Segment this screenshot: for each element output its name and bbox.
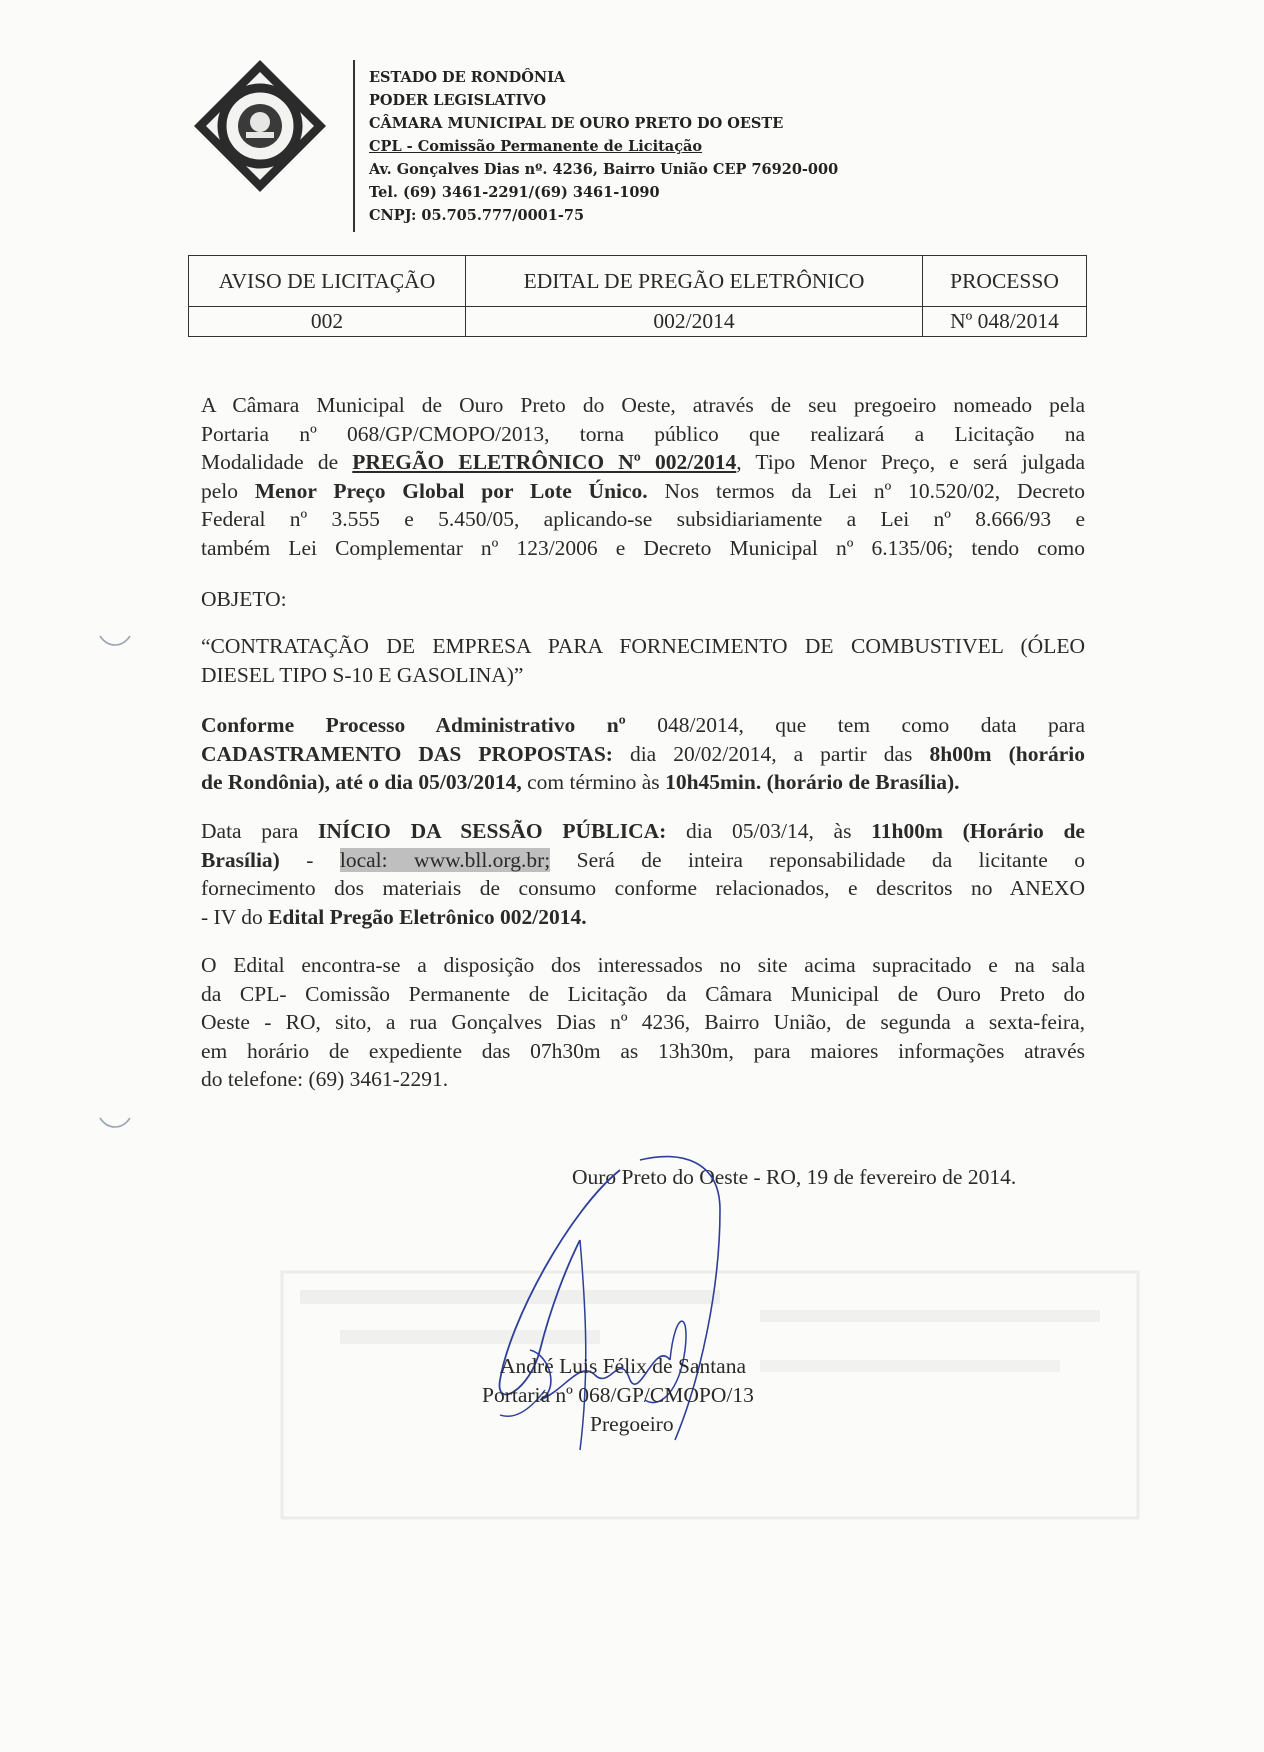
site-link[interactable]: local: www.bll.org.br; <box>339 847 551 872</box>
proposal-paragraph: Conforme Processo Administrativo nº 048/2014, que tem como data para CADASTRAMENTO DAS PROPOSTAS: dia 20/02/2014, a partir das 8h00m (horário de Rondônia), até o dia 05/03/2014, com término às 10h45min. (horário de Brasília). <box>201 713 1086 794</box>
letterhead <box>369 66 838 227</box>
letterhead-state: ESTADO DE RONDÔNIA <box>369 69 566 86</box>
availability-paragraph: O Edital encontra-se a disposição dos interessados no site acima supracitado e na sala da CPL- Comissão Permanente de Licitação da Câmara Municipal de Ouro Preto do Oeste - RO, sito, a rua Gonçalves Dias nº 4236, Bairro União, de segunda a sexta-feira, em horário de expediente das 07h30m as 13h30m, para maiores informações através do telefone: (69) 3461-2291. <box>201 953 1085 1091</box>
intro-line: Modalidade de PREGÃO ELETRÔNICO Nº 002/2014, Tipo Menor Preço, e será julgada <box>201 450 1085 474</box>
table-value-edital: 002/2014 <box>466 307 923 337</box>
letterhead-address: Av. Gonçalves Dias nº. 4236, Bairro União CEP 76920-000 <box>369 161 839 178</box>
punch-hole-mark <box>96 632 134 650</box>
header-divider-line <box>353 60 355 232</box>
municipal-seal-logo <box>192 58 328 194</box>
table-header-aviso: AVISO DE LICITAÇÃO <box>189 256 466 307</box>
modality-text: PREGÃO ELETRÔNICO Nº 002/2014 <box>352 450 737 474</box>
punch-hole-mark <box>96 1114 134 1132</box>
intro-line: Portaria nº 068/GP/CMOPO/2013, torna público que realizará a Licitação na <box>201 421 1085 446</box>
letterhead-phone: Tel. (69) 3461-2291/(69) 3461-1090 <box>369 184 660 201</box>
table-header-edital: EDITAL DE PREGÃO ELETRÔNICO <box>466 256 923 307</box>
intro-line: A Câmara Municipal de Ouro Preto do Oeste, através de seu pregoeiro nomeado pela <box>201 393 1085 417</box>
criteria-text: Menor Preço Global por Lote Único. <box>254 478 648 503</box>
objeto-label: OBJETO: <box>201 587 287 611</box>
table-value-processo: Nº 048/2014 <box>923 307 1087 337</box>
intro-line: também Lei Complementar nº 123/2006 e Decreto Municipal nº 6.135/06; tendo como <box>201 535 1085 560</box>
intro-paragraph <box>201 391 1085 562</box>
letterhead-cnpj: CNPJ: 05.705.777/0001-75 <box>369 207 585 224</box>
table-header-processo: PROCESSO <box>923 256 1087 307</box>
objeto-description: “CONTRATAÇÃO DE EMPRESA PARA FORNECIMENTO DE COMBUSTIVEL (ÓLEO DIESEL TIPO S-10 E GASOLINA)” <box>201 634 1085 687</box>
letterhead-power: PODER LEGISLATIVO <box>369 92 546 109</box>
closing-date: Ouro Preto do Oeste - RO, 19 de fevereiro de 2014. <box>572 1165 1017 1189</box>
signer-portaria: Portaria nº 068/GP/CMOPO/13 <box>482 1383 754 1407</box>
session-paragraph: Data para INÍCIO DA SESSÃO PÚBLICA: dia 05/03/14, às 11h00m (Horário de Brasília) - local: www.bll.org.br; Será de inteira reponsabilidade da licitante o fornecimento dos materiais de consumo conforme relacionados, e descritos no ANEXO - IV do Edital Pregão Eletrônico 002/2014. <box>201 819 1085 929</box>
letterhead-committee: CPL - Comissão Permanente de Licitação <box>369 138 703 155</box>
intro-line: Federal nº 3.555 e 5.450/05, aplicando-se subsidiariamente a Lei nº 8.666/93 e <box>201 507 1085 531</box>
table-value-aviso: 002 <box>189 307 466 337</box>
notice-info-table <box>188 255 1087 337</box>
signer-name: André Luis Félix de Santana <box>500 1354 747 1378</box>
signer-role: Pregoeiro <box>590 1412 674 1436</box>
letterhead-chamber: CÂMARA MUNICIPAL DE OURO PRETO DO OESTE <box>369 115 784 132</box>
intro-line: pelo Menor Preço Global por Lote Único. Nos termos da Lei nº 10.520/02, Decreto <box>201 478 1085 503</box>
